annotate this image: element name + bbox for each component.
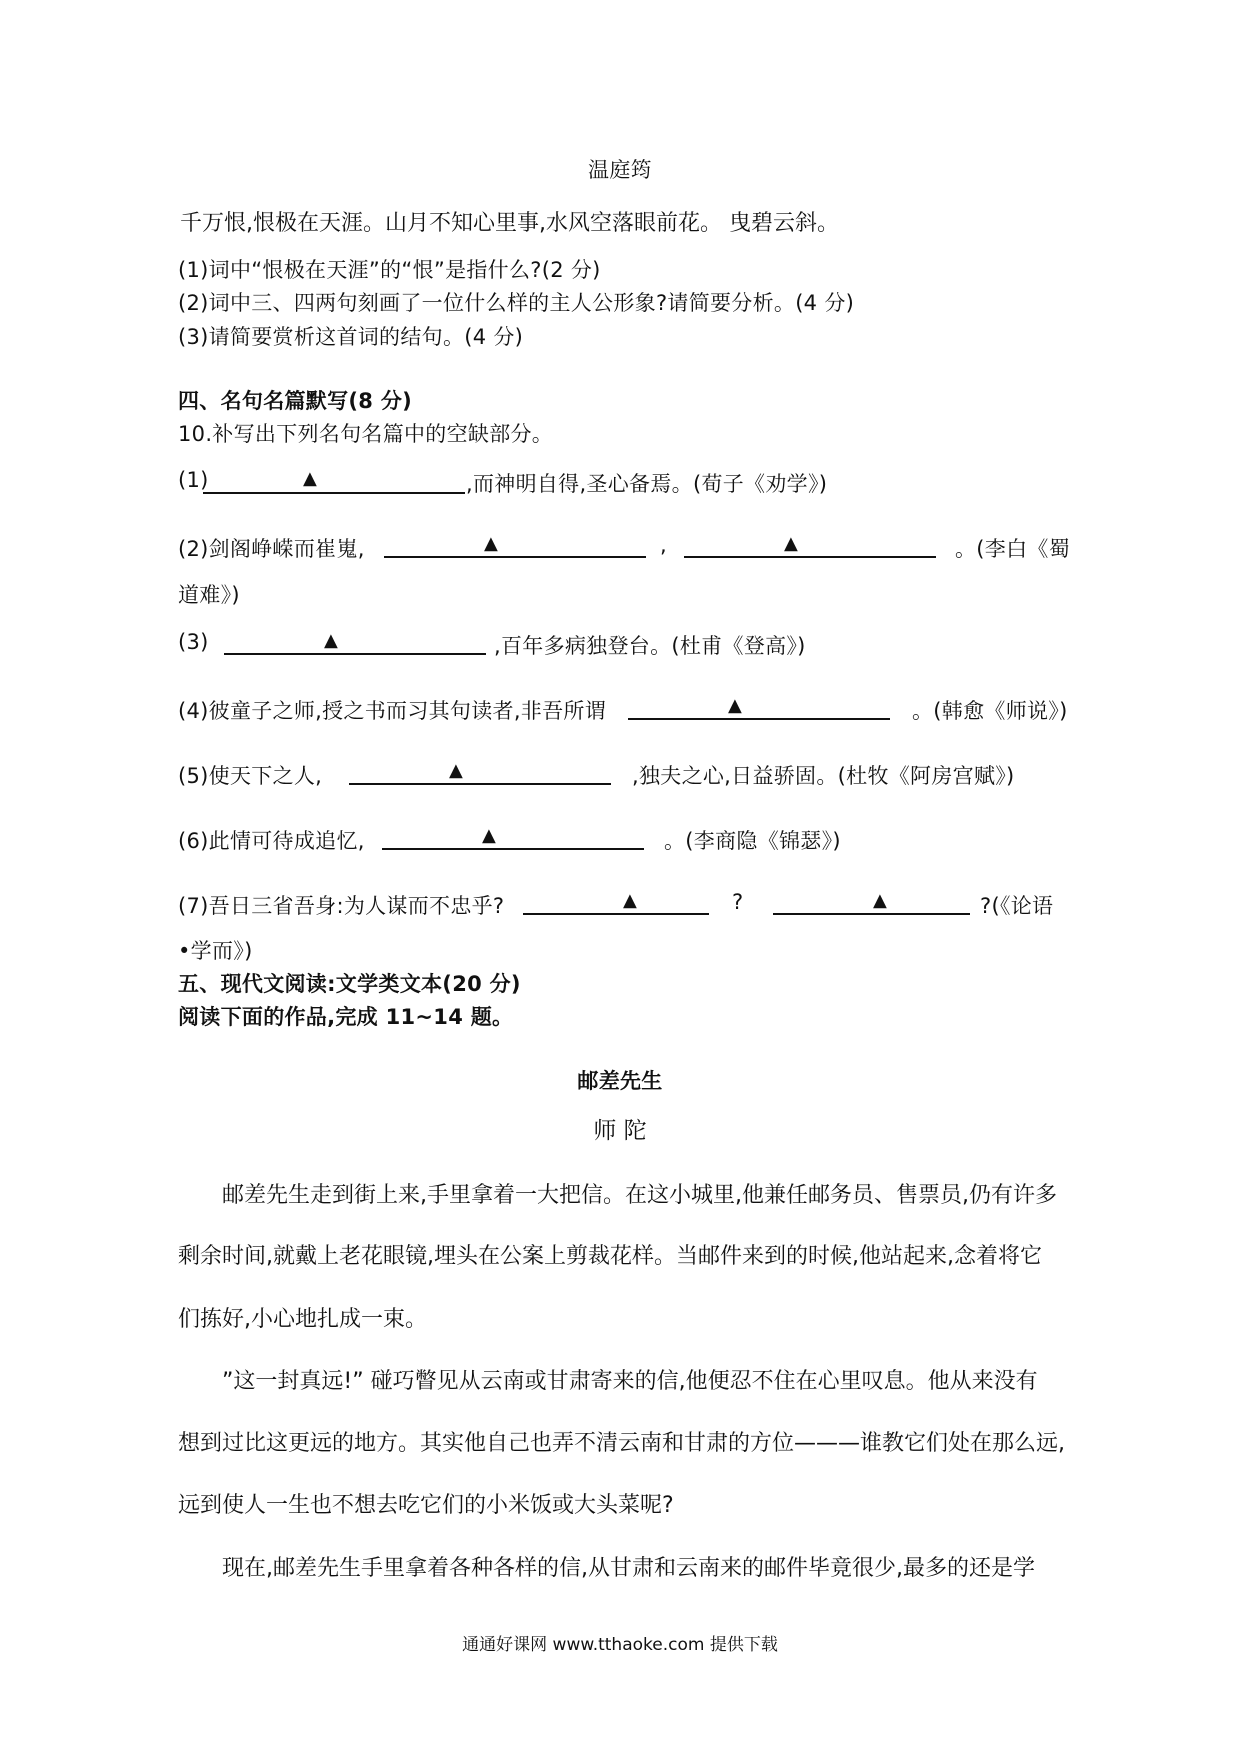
article-title: 邮差先生 — [577, 1069, 663, 1093]
poem-text: 千万恨,恨极在天涯。山月不知心里事,水风空落眼前花。 曳碧云斜。 — [180, 211, 839, 236]
blank-marker: ▲ — [784, 533, 798, 554]
dictation-4-source: 。(韩愈《师说》) — [912, 699, 1068, 723]
dictation-7-question-mark: ? — [732, 890, 744, 914]
article-line-1: 邮差先生走到街上来,手里拿着一大把信。在这小城里,他兼任邮务员、售票员,仍有许多 — [222, 1183, 1057, 1208]
blank-marker: ▲ — [449, 760, 463, 781]
dictation-4-blank[interactable] — [628, 718, 890, 720]
blank-marker: ▲ — [324, 630, 338, 651]
dictation-2-prompt: (2)剑阁峥嵘而崔嵬, — [178, 537, 365, 561]
dictation-2-source-cont: 道难》) — [178, 583, 240, 607]
blank-marker: ▲ — [482, 825, 496, 846]
section4-instruction: 10.补写出下列名句名篇中的空缺部分。 — [178, 422, 554, 446]
dictation-7-prompt: (7)吾日三省吾身:为人谋而不忠乎? — [178, 894, 505, 918]
dictation-6-source: 。(李商隐《锦瑟》) — [664, 829, 841, 853]
dictation-6-blank[interactable] — [382, 848, 644, 850]
blank-marker: ▲ — [728, 695, 742, 716]
section5-instruction: 阅读下面的作品,完成 11~14 题。 — [178, 1005, 514, 1029]
blank-marker: ▲ — [303, 468, 317, 489]
dictation-7-blank-a[interactable] — [523, 913, 709, 915]
page-footer: 通通好课网 www.tthaoke.com 提供下载 — [462, 1635, 778, 1655]
poem-author: 温庭筠 — [588, 158, 652, 182]
poem-question-2: (2)词中三、四两句刻画了一位什么样的主人公形象?请简要分析。(4 分) — [178, 291, 855, 315]
article-line-7: 现在,邮差先生手里拿着各种各样的信,从甘肃和云南来的邮件毕竟很少,最多的还是学 — [222, 1556, 1035, 1581]
dictation-1-number: (1) — [178, 468, 209, 492]
dictation-6-prompt: (6)此情可待成追忆, — [178, 829, 365, 853]
article-line-5: 想到过比这更远的地方。其实他自己也弄不清云南和甘肃的方位———谁教它们处在那么远, — [178, 1431, 1065, 1456]
article-author: 师 陀 — [593, 1118, 647, 1144]
dictation-7-blank-b[interactable] — [773, 913, 970, 915]
dictation-5-prompt: (5)使天下之人, — [178, 764, 323, 788]
dictation-1-blank[interactable] — [203, 492, 465, 494]
dictation-1-source: ,而神明自得,圣心备焉。(荀子《劝学》) — [466, 472, 828, 496]
article-line-3: 们拣好,小心地扎成一束。 — [178, 1307, 427, 1332]
dictation-3-source: ,百年多病独登台。(杜甫《登高》) — [494, 634, 806, 658]
dictation-4-prompt: (4)彼童子之师,授之书而习其句读者,非吾所谓 — [178, 699, 606, 723]
dictation-7-source: ?(《论语 — [980, 894, 1054, 918]
article-line-6: 远到使人一生也不想去吃它们的小米饭或大头菜呢? — [178, 1493, 674, 1518]
section5-heading: 五、现代文阅读:文学类文本(20 分) — [178, 972, 521, 996]
dictation-3-blank[interactable] — [224, 653, 486, 655]
blank-marker: ▲ — [873, 890, 887, 911]
dictation-2-comma: , — [660, 533, 667, 557]
article-line-4: ”这一封真远!” 碰巧瞥见从云南或甘肃寄来的信,他便忍不住在心里叹息。他从来没有 — [222, 1369, 1038, 1394]
dictation-5-source: ,独夫之心,日益骄固。(杜牧《阿房宫赋》) — [632, 764, 1015, 788]
dictation-5-blank[interactable] — [349, 783, 611, 785]
dictation-2-blank-b[interactable] — [684, 556, 936, 558]
blank-marker: ▲ — [484, 533, 498, 554]
dictation-7-source-cont: •学而》) — [178, 939, 253, 963]
section4-heading: 四、名句名篇默写(8 分) — [178, 389, 413, 413]
poem-question-1: (1)词中“恨极在天涯”的“恨”是指什么?(2 分) — [178, 258, 601, 282]
blank-marker: ▲ — [623, 890, 637, 911]
dictation-2-blank-a[interactable] — [384, 556, 646, 558]
article-line-2: 剩余时间,就戴上老花眼镜,埋头在公案上剪裁花样。当邮件来到的时候,他站起来,念着将它 — [178, 1244, 1042, 1269]
poem-question-3: (3)请简要赏析这首词的结句。(4 分) — [178, 325, 524, 349]
dictation-3-number: (3) — [178, 630, 209, 654]
dictation-2-source: 。(李白《蜀 — [955, 537, 1070, 561]
